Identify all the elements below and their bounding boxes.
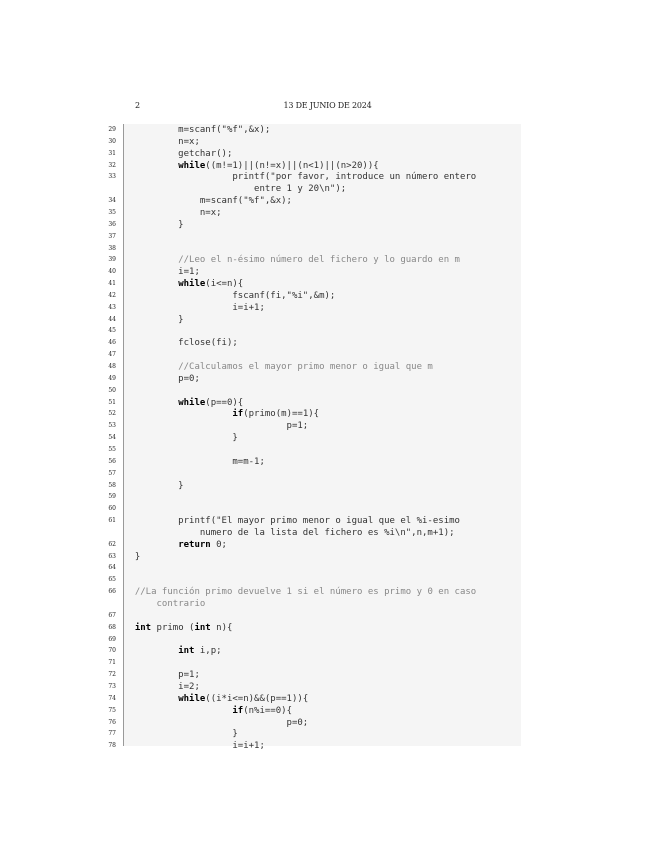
code-line [108, 314, 521, 326]
code-line [108, 503, 521, 515]
line-number: 51 [108, 398, 116, 406]
line-number: 55 [108, 445, 116, 453]
code-line [108, 278, 521, 290]
keyword: int [194, 622, 211, 633]
code-text [124, 171, 476, 183]
line-number: 39 [108, 256, 116, 264]
code-text [124, 136, 200, 148]
code-segment: 0; [210, 539, 227, 550]
code-segment: printf("por favor, introduce un número entero [124, 172, 477, 183]
code-segment: getchar(); [124, 148, 233, 159]
code-line [108, 207, 521, 219]
line-number: 58 [108, 481, 116, 489]
line-number: 52 [108, 410, 116, 418]
code-line [108, 669, 521, 681]
line-number: 73 [108, 682, 116, 690]
code-line [108, 586, 521, 598]
code-text [124, 266, 200, 278]
keyword: while [178, 160, 206, 171]
code-text [124, 728, 238, 740]
keyword: int [178, 646, 195, 657]
code-segment: p=1; [124, 670, 200, 681]
code-line [108, 397, 521, 409]
code-segment: m=m-1; [124, 456, 265, 467]
code-segment: i=2; [124, 681, 200, 692]
keyword: while [178, 693, 206, 704]
page-number: 2 [135, 101, 141, 110]
line-number: 68 [108, 623, 116, 631]
code-text [124, 539, 227, 551]
line-number: 40 [108, 268, 116, 276]
code-segment: p=1; [124, 421, 309, 432]
code-line [108, 385, 521, 397]
code-segment: } [124, 480, 184, 491]
line-number: 31 [108, 149, 116, 157]
code-segment: m=scanf("%f",&x); [124, 196, 292, 207]
code-line [108, 290, 521, 302]
code-line [108, 361, 521, 373]
line-number: 56 [108, 457, 116, 465]
code-text [124, 669, 200, 681]
code-segment [124, 706, 232, 716]
line-number: 62 [108, 540, 116, 548]
code-text [124, 314, 184, 326]
code-text [124, 622, 232, 634]
keyword: return [178, 539, 211, 550]
line-number: 50 [108, 386, 116, 394]
code-line [108, 539, 521, 551]
code-segment: m=scanf("%f",&x); [124, 125, 271, 135]
code-line [108, 243, 521, 255]
code-segment: } [124, 219, 184, 230]
code-text [124, 693, 308, 705]
code-line [108, 693, 521, 705]
code-text [124, 480, 184, 492]
code-line [108, 219, 521, 231]
code-line [108, 717, 521, 729]
code-text [124, 551, 140, 563]
line-number: 30 [108, 137, 116, 145]
code-line [108, 231, 521, 243]
line-number: 54 [108, 434, 116, 442]
code-line [108, 432, 521, 444]
code-segment: i=i+1; [124, 302, 265, 313]
code-line [108, 515, 521, 527]
code-text [124, 254, 460, 266]
line-number: 74 [108, 694, 116, 702]
code-text [124, 432, 238, 444]
code-line [108, 645, 521, 657]
code-line [108, 373, 521, 385]
code-segment: numero de la lista del fichero es %i\n",n,m+1); [124, 527, 455, 538]
code-text [124, 183, 346, 195]
code-segment: entre 1 y 20\n"); [124, 184, 347, 195]
code-segment: p=0; [124, 373, 200, 384]
line-number: 71 [108, 659, 116, 667]
code-segment [124, 646, 178, 656]
line-number: 49 [108, 374, 116, 382]
code-text [124, 290, 335, 302]
line-number: 44 [108, 315, 116, 323]
line-number: 48 [108, 363, 116, 370]
code-line [108, 491, 521, 503]
page-header [0, 101, 655, 113]
code-segment [124, 694, 178, 704]
line-number: 43 [108, 303, 116, 311]
code-segment [124, 409, 232, 419]
line-number: 37 [108, 232, 116, 240]
code-segment [124, 587, 135, 597]
line-number: 34 [108, 197, 116, 205]
line-number: 65 [108, 576, 116, 584]
line-number: 29 [108, 126, 116, 133]
code-text [124, 515, 460, 527]
code-line [108, 657, 521, 669]
code-line [108, 408, 521, 420]
line-number: 64 [108, 564, 116, 572]
line-number: 46 [108, 339, 116, 347]
code-line [108, 325, 521, 337]
code-segment [124, 540, 178, 550]
code-segment [124, 362, 178, 372]
code-line [124, 183, 521, 195]
line-number: 42 [108, 291, 116, 299]
code-line [108, 551, 521, 563]
code-line [108, 456, 521, 468]
code-text [124, 408, 319, 420]
keyword: if [232, 705, 244, 716]
code-line [108, 480, 521, 492]
comment: //Leo el n-ésimo número del fichero y lo guardo en m [178, 255, 460, 266]
code-segment: ((i*i<=n)&&(p==1)){ [205, 693, 309, 704]
code-text [124, 148, 232, 160]
code-line [108, 171, 521, 183]
code-segment: (i<=n){ [205, 279, 244, 290]
line-number: 72 [108, 671, 116, 679]
line-number: 35 [108, 208, 116, 216]
code-line [108, 195, 521, 207]
code-line [108, 574, 521, 586]
code-segment: (primo(m)==1){ [243, 409, 320, 420]
code-segment: n=x; [124, 207, 222, 218]
code-text [124, 373, 200, 385]
line-number: 45 [108, 327, 116, 335]
line-number: 70 [108, 647, 116, 655]
line-number: 60 [108, 505, 116, 513]
code-segment [124, 398, 178, 408]
code-segment [124, 255, 178, 265]
code-text [124, 219, 184, 231]
line-number: 57 [108, 469, 116, 477]
code-line [124, 598, 521, 610]
code-line [108, 337, 521, 349]
code-segment [124, 623, 135, 633]
code-segment: } [124, 729, 238, 740]
code-line [108, 254, 521, 266]
line-number: 61 [108, 517, 116, 525]
code-text [124, 586, 476, 598]
code-line [108, 681, 521, 693]
comment: contrario [156, 599, 206, 609]
code-line [108, 349, 521, 361]
line-number: 47 [108, 351, 116, 359]
code-line [108, 610, 521, 622]
code-text [124, 717, 308, 729]
line-number: 66 [108, 588, 116, 596]
code-text [124, 195, 292, 207]
code-line [108, 728, 521, 740]
code-segment: i,p; [194, 646, 222, 657]
code-line [108, 302, 521, 314]
line-number: 78 [108, 742, 116, 750]
code-segment: (p==0){ [205, 397, 244, 408]
code-segment [124, 161, 178, 171]
comment: //La función primo devuelve 1 si el número es primo y 0 en caso [134, 587, 477, 598]
code-text [124, 705, 292, 717]
code-text [124, 645, 222, 657]
line-number: 59 [108, 493, 116, 501]
code-segment: i=i+1; [124, 741, 265, 752]
code-segment: } [124, 551, 141, 562]
code-segment: (n%i==0){ [243, 705, 292, 716]
line-number: 75 [108, 706, 116, 714]
code-text [124, 681, 200, 693]
code-segment: i=1; [124, 267, 200, 278]
code-line [108, 634, 521, 646]
line-number: 38 [108, 244, 116, 252]
code-listing [108, 124, 521, 752]
code-segment: fclose(fi); [124, 338, 238, 349]
code-line [108, 160, 521, 172]
code-text [124, 740, 265, 752]
code-text [124, 598, 205, 610]
running-title: 13 DE JUNIO DE 2024 [283, 101, 372, 110]
code-text [124, 527, 455, 539]
keyword: while [178, 279, 206, 290]
code-text [124, 456, 265, 468]
code-text [124, 207, 222, 219]
code-text [124, 361, 433, 373]
line-number: 63 [108, 552, 116, 560]
code-line [108, 136, 521, 148]
code-line [124, 527, 521, 539]
code-text [124, 160, 379, 172]
keyword: if [232, 409, 244, 420]
code-segment: n=x; [124, 136, 200, 147]
code-segment: ((m!=1)||(n!=x)||(n<1)||(n>20)){ [205, 160, 379, 171]
code-segment: printf("El mayor primo menor o igual que el %i-esimo [124, 516, 460, 527]
code-line [108, 740, 521, 752]
line-number: 76 [108, 718, 116, 726]
line-number: 33 [108, 173, 116, 181]
code-line [108, 468, 521, 480]
line-number: 67 [108, 611, 116, 619]
keyword: while [178, 397, 206, 408]
code-line [108, 705, 521, 717]
code-line [108, 124, 521, 136]
line-number: 32 [108, 161, 116, 169]
code-text [124, 278, 243, 290]
line-number: 77 [108, 730, 116, 738]
code-text [124, 397, 243, 409]
code-text [124, 420, 308, 432]
code-segment [124, 279, 178, 289]
comment: //Calculamos el mayor primo menor o igual que m [178, 362, 433, 372]
code-text [124, 337, 238, 349]
code-segment: p=0; [124, 717, 309, 728]
code-segment: } [124, 314, 184, 325]
code-segment: n){ [210, 622, 233, 633]
code-line [108, 420, 521, 432]
code-segment: } [124, 433, 238, 444]
code-segment: primo ( [151, 622, 195, 633]
code-segment: fscanf(fi,"%i",&m); [124, 290, 336, 301]
code-line [108, 622, 521, 634]
line-number: 53 [108, 422, 116, 430]
code-text [124, 302, 265, 314]
keyword: int [134, 622, 152, 633]
code-line [108, 444, 521, 456]
code-line [108, 562, 521, 574]
code-segment [124, 599, 157, 609]
line-number: 41 [108, 280, 116, 288]
line-number: 36 [108, 220, 116, 228]
code-line [108, 266, 521, 278]
code-line [108, 148, 521, 160]
line-number: 69 [108, 635, 116, 643]
code-text [124, 124, 270, 136]
